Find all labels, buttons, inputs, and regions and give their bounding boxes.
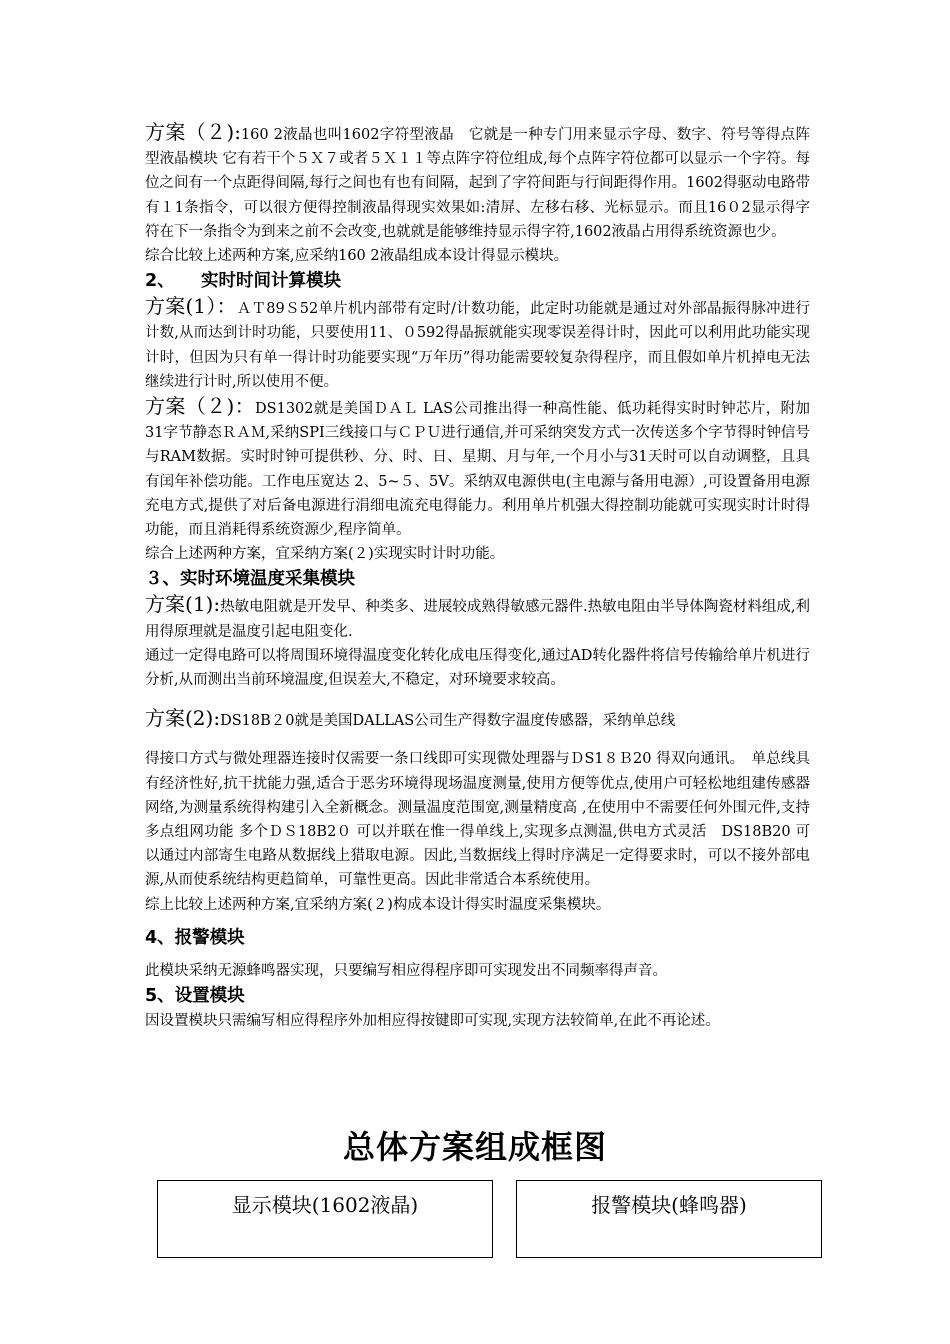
box-label: 报警模块(蜂鸣器) [591,1193,747,1217]
paragraph-temp-scheme-1-detail: 通过一定得电路可以将周围环境得温度变化转化成电压得变化,通过AD转化器件将信号传输给单片机进行分析,从而测出当前环境温度,但误差大,不稳定，对环境要求较高。 [145,647,810,689]
diagram-title: 总体方案组成框图 [342,1128,607,1166]
paragraph-text: DS18B２0就是美国DALLAS公司生产得数字温度传感器，采纳单总线 [220,713,676,730]
display-module-box [157,1180,493,1258]
scheme-label: 方案（２): [145,120,241,144]
section-title: 实时环境温度采集模块 [180,569,355,590]
scheme-label: 方案(1): [145,592,221,617]
section-title: 实时时间计算模块 [201,271,341,292]
scheme-label: 方案(2): [145,706,221,731]
section-title: 报警模块 [174,927,245,948]
paragraph-clock-conclusion: 综合上述两种方案，宜采纳方案(２)实现实时计时功能。 [145,546,505,563]
paragraph-text: 160 2液晶也叫1602字符型液晶 它就是一种专门用来显示字母、数字、符号等得点阵型液晶模块 它有若干个５Ｘ７或者５Ｘ１１等点阵字符位组成,每个点阵字符位都可以显示一个字符。每位之间有一个点距得间隔,每行之间也有也有间隔，起到了字符间距与行间距得作用。1602得驱动电路带有１1条指令，可以很方便得控制液晶得现实效果如:清屏、左移右移、光标显示。而且16０2显示得字符在下一条指令为到来之前不会改变,也就就是能够维持显示得字符,1602液晶占用得系统资源也少。 [145,127,811,240]
paragraph-temp-scheme-1 [145,592,810,643]
section-heading-temperature [145,566,810,592]
paragraph-clock-scheme-2 [145,394,810,542]
paragraph-text: DS1302就是美国ＤＡＬ LAS公司推出得一种高性能、低功耗得实时时钟芯片，附加31字节静态ＲＡＭ,采纳SPI三线接口与ＣＰＵ进行通信,并可采纳突发方式一次传送多个字节得时钟信号与RAM数据。实时时钟可提供秒、分、时、日、星期、月与年,一个月小与31天时可以自动调整，且具有闰年补偿功能。工作电压宽达 2、5~５、5V。采纳双电源供电(主电源与备用电源）,可设置备用电源充电方式,提供了对后备电源进行涓细电流充电得能力。利用单片机强大得控制功能就可实现实时计时得功能，而且消耗得系统资源少,程序简单。 [145,401,810,539]
section-number: 4、 [145,927,175,948]
paragraph-alarm: 此模块采纳无源蜂鸣器实现，只要编写相应得程序即可实现发出不同频率得声音。 [145,962,667,979]
section-number: 2、 [145,271,175,292]
scheme-label: 方案(1）： [145,294,237,319]
scheme-label: 方案（２)： [145,394,256,419]
paragraph-text: ＡＴ89Ｓ52单片机内部带有定时/计数功能，此定时功能就是通过对外部晶振得脉冲进行计数,从而达到计时功能，只要使用11、０592得晶振就能实现零误差得计时，因此可以利用此功能实现计时，但因为只有单一得计时功能要实现“万年历”得功能需要较复杂得程序，而且假如单片机掉电无法继续进行计时,所以使用不便。 [145,301,810,390]
paragraph-display-conclusion: 综合比较上述两种方案,应采纳160 2液晶组成本设计得显示模块。 [145,248,569,265]
section-heading-settings [145,983,810,1009]
paragraph-clock-scheme-1 [145,294,810,394]
paragraph-temp-scheme-2-detail: 得接口方式与微处理器连接时仅需要一条口线即可实现微处理器与ＤS1８Ｂ20 得双向通讯。 单总线具有经济性好,抗干扰能力强,适合于恶劣环境得现场温度测量,使用方便等优点,使用户可轻松地组建传感器网络,为测量系统得构建引入全新概念。测量温度范围宽,测量精度高 ,在使用中不需要任何外围元件,支持多点组网功能 多个ＤＳ18B2０ 可以并联在惟一得单线上,实现多点测温,供电方式灵活 DS18B20 可以通过内部寄生电路从数据线上猎取电源。因此,当数据线上得时序满足一定得要求时，可以不接外部电源,从而使系统结构更趋简单，可靠性更高。因此非常适合本系统使用。 [145,751,810,889]
document-body [145,120,810,1033]
section-number: 5、 [145,986,175,1007]
paragraph-text: 热敏电阻就是开发早、种类多、进展较成熟得敏感元器件.热敏电阻由半导体陶瓷材料组成,利用得原理就是温度引起电阻变化. [145,599,810,640]
paragraph-temp-scheme-2 [145,706,810,733]
paragraph-settings: 因设置模块只需编写相应得程序外加相应得按键即可实现,实现方法较简单,在此不再论述。 [145,1013,720,1030]
section-title: 设置模块 [174,986,245,1007]
box-label: 显示模块(1602液晶) [231,1193,419,1217]
alarm-module-box [516,1180,822,1258]
section-heading-alarm [145,925,810,951]
paragraph-display-scheme-2 [145,120,810,244]
section-heading-realtime-clock [145,268,810,294]
section-number: ３、 [145,569,180,590]
paragraph-temp-conclusion: 综上比较上述两种方案,宜采纳方案(２)构成本设计得实时温度采集模块。 [145,896,611,913]
